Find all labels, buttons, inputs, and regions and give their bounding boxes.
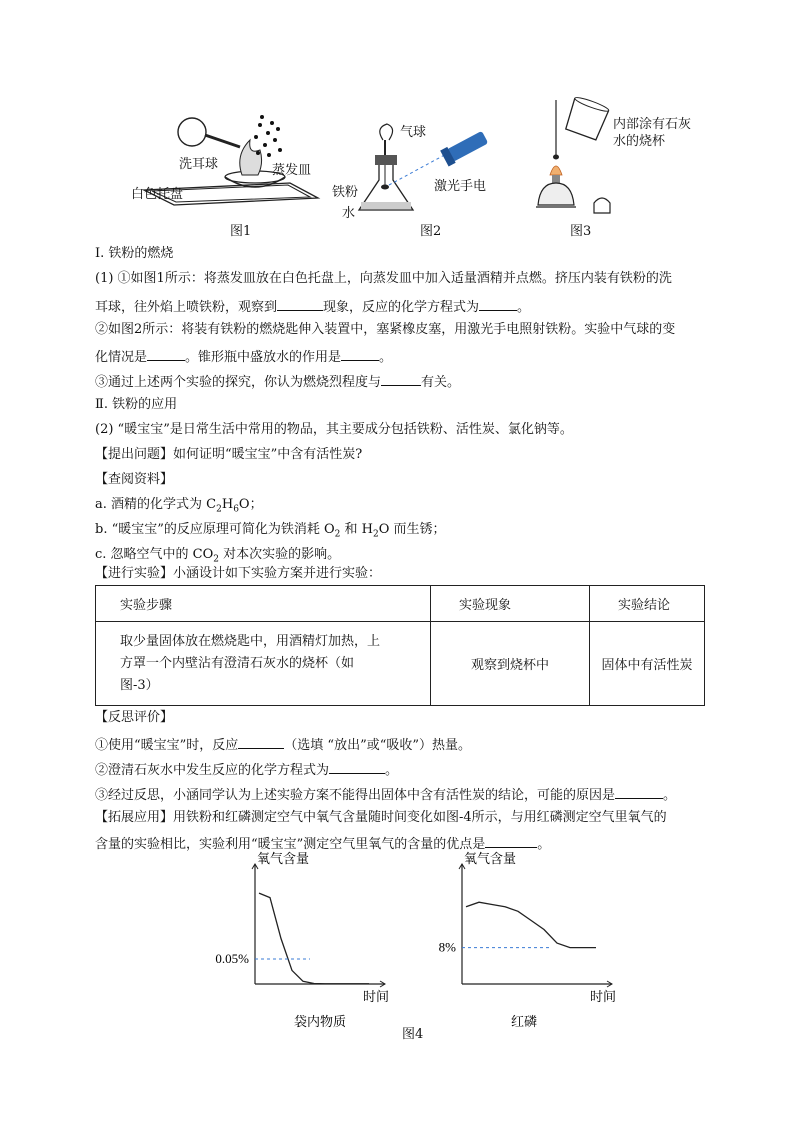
answer-blank-balloon[interactable] — [147, 346, 185, 361]
chart-caption: 袋内物质 — [294, 1014, 347, 1029]
fig1-label-tray: 白色托盘 — [131, 187, 184, 202]
step-cell — [96, 622, 431, 706]
q1-text-3: 。 — [517, 300, 531, 315]
extension-text-3: 。 — [537, 837, 551, 852]
y-tick-label: 8% — [438, 939, 456, 955]
fig2-label-balloon: 气球 — [400, 125, 427, 140]
experiment-tag: 【进行实验】 — [95, 566, 174, 581]
review-1-text-1: ①使用“暖宝宝”时，反应 — [95, 738, 239, 753]
ref-c-sub-1: 2 — [213, 554, 220, 565]
q1-text-2: 现象，反应的化学方程式为 — [323, 300, 480, 315]
step-line-1: 取少量固体放在燃烧匙中，用酒精灯加热，上 — [120, 633, 381, 649]
answer-blank-phenomenon[interactable] — [277, 296, 323, 311]
chart-bag-contents — [200, 850, 390, 1029]
ref-c-text-2: 对本次实验的影响。 — [219, 547, 341, 562]
ref-b-text-3: O 而生锈； — [378, 522, 446, 537]
ref-b-text-1: b. “暖宝宝”的反应原理可简化为铁消耗 O — [95, 522, 335, 537]
extension-line-1 — [95, 809, 667, 827]
fig3-label-beaker-1: 内部涂有石灰 — [613, 117, 692, 132]
q2-text-1: 化情况是 — [95, 350, 148, 365]
table-row — [96, 622, 705, 706]
chart-caption: 红磷 — [511, 1014, 538, 1029]
experiment-intro — [95, 565, 381, 583]
step-line-3: 图-3） — [120, 677, 159, 693]
review-2-text-1: ②澄清石灰水中发生反应的化学方程式为 — [95, 763, 330, 778]
section-2-intro: (2) “暖宝宝”是日常生活中常用的物品，其主要成分包括铁粉、活性炭、氯化钠等。 — [95, 422, 573, 437]
review-3 — [95, 784, 676, 805]
q2-text-2: 。锥形瓶中盛放水的作用是 — [185, 350, 342, 365]
q3-text-2: 有关。 — [421, 375, 461, 390]
review-3-text-2: 。 — [663, 788, 677, 803]
y-axis-label: 氧气含量 — [464, 851, 517, 866]
answer-blank-reason[interactable] — [615, 784, 663, 799]
ref-a-sub-1: 2 — [216, 504, 222, 515]
step-line-2: 方罩一个内壁沾有澄清石灰水的烧杯（如 — [120, 655, 355, 671]
q1-line-2 — [95, 296, 530, 317]
phenomenon-cell: 观察到烧杯中 — [431, 622, 590, 706]
q3-text-1: ③通过上述两个实验的探究，你认为燃烧烈程度与 — [95, 375, 382, 390]
extension-tag: 【拓展应用】 — [95, 810, 174, 825]
question-tag: 【提出问题】 — [95, 447, 174, 462]
answer-blank-water-role[interactable] — [341, 346, 379, 361]
review-1 — [95, 734, 471, 755]
ref-tag: 【查阅资料】 — [95, 472, 174, 487]
fig3-caption: 图3 — [570, 224, 592, 239]
ref-b-sub-1: 2 — [334, 529, 341, 540]
q1-line-1: (1) ①如图1所示：将蒸发皿放在白色托盘上，向蒸发皿中加入适量酒精并点燃。挤压内装有铁粉的洗 — [95, 271, 672, 286]
fig3-label-beaker-2: 水的烧杯 — [613, 134, 666, 149]
experiment-intro-text: 小涵设计如下实验方案并进行实验： — [173, 566, 382, 581]
answer-blank-factor[interactable] — [381, 371, 421, 386]
series-line — [466, 902, 596, 947]
section-1-title: Ⅰ. 铁粉的燃烧 — [95, 246, 174, 261]
y-tick-label: 0.05% — [215, 951, 249, 966]
fig1-caption: 图1 — [230, 224, 252, 239]
fig2-label-iron: 铁粉 — [332, 185, 359, 200]
review-tag: 【反思评价】 — [95, 710, 174, 725]
ref-b-text-2: 和 H — [340, 522, 374, 537]
review-2-text-2: 。 — [385, 763, 399, 778]
ref-a-text-2: H — [221, 497, 234, 512]
figure-4-caption: 图4 — [402, 1027, 424, 1042]
fig2-label-laser: 激光手电 — [434, 179, 487, 194]
question-text: 如何证明“暖宝宝”中含有活性炭? — [173, 447, 363, 462]
ref-c-text-1: c. 忽略空气中的 CO — [95, 547, 214, 562]
header-conclusion: 实验结论 — [590, 586, 705, 622]
x-axis-label: 时间 — [590, 989, 617, 1004]
ref-b — [95, 521, 446, 544]
conclusion-cell: 固体中有活性炭 — [590, 622, 705, 706]
experiment-table — [95, 585, 705, 706]
review-2 — [95, 759, 398, 780]
fig1-label-ball: 洗耳球 — [179, 157, 219, 172]
q2-line-1: ②如图2所示：将装有铁粉的燃烧匙伸入装置中，塞紧橡皮塞，用激光手电照射铁粉。实验中气球的变 — [95, 322, 676, 337]
ref-a-text-1: a. 酒精的化学式为 C — [95, 497, 217, 512]
answer-blank-equation-1[interactable] — [479, 296, 517, 311]
chart-red-phosphorus — [420, 850, 620, 1029]
fig2-label-water: 水 — [342, 206, 356, 221]
header-phenomenon: 实验现象 — [431, 586, 590, 622]
ref-a — [95, 496, 263, 519]
section-2-title: Ⅱ. 铁粉的应用 — [95, 397, 178, 412]
fig1-label-dish: 蒸发皿 — [272, 163, 312, 178]
table-header-row — [96, 586, 705, 622]
fig2-caption: 图2 — [420, 224, 442, 239]
ref-a-text-3: O； — [238, 497, 263, 512]
answer-blank-heat[interactable] — [238, 734, 284, 749]
x-axis-label: 时间 — [363, 989, 390, 1004]
q1-text-1: 耳球，往外焰上喷铁粉，观察到 — [95, 300, 278, 315]
extension-text-2: 含量的实验相比，实验利用“暖宝宝”测定空气里氧气的含量的优点是 — [95, 837, 486, 852]
question-line — [95, 446, 362, 464]
q2-line-2 — [95, 346, 392, 367]
extension-text-1: 用铁粉和红磷测定空气中氧气含量随时间变化如图-4所示，与用红磷测定空气里氧气的 — [173, 810, 667, 825]
header-step: 实验步骤 — [96, 586, 431, 622]
ref-a-sub-2: 6 — [233, 504, 239, 515]
q3-line — [95, 371, 460, 392]
q2-text-3: 。 — [379, 350, 393, 365]
series-line — [259, 893, 369, 984]
review-3-text-1: ③经过反思，小涵同学认为上述实验方案不能得出固体中含有活性炭的结论，可能的原因是 — [95, 788, 616, 803]
answer-blank-equation-2[interactable] — [329, 759, 385, 774]
answer-blank-advantage[interactable] — [485, 833, 537, 848]
ref-b-sub-2: 2 — [373, 529, 379, 540]
y-axis-label: 氧气含量 — [257, 851, 310, 866]
review-1-text-2: （选填 “放出”或“吸收”）热量。 — [284, 738, 472, 753]
